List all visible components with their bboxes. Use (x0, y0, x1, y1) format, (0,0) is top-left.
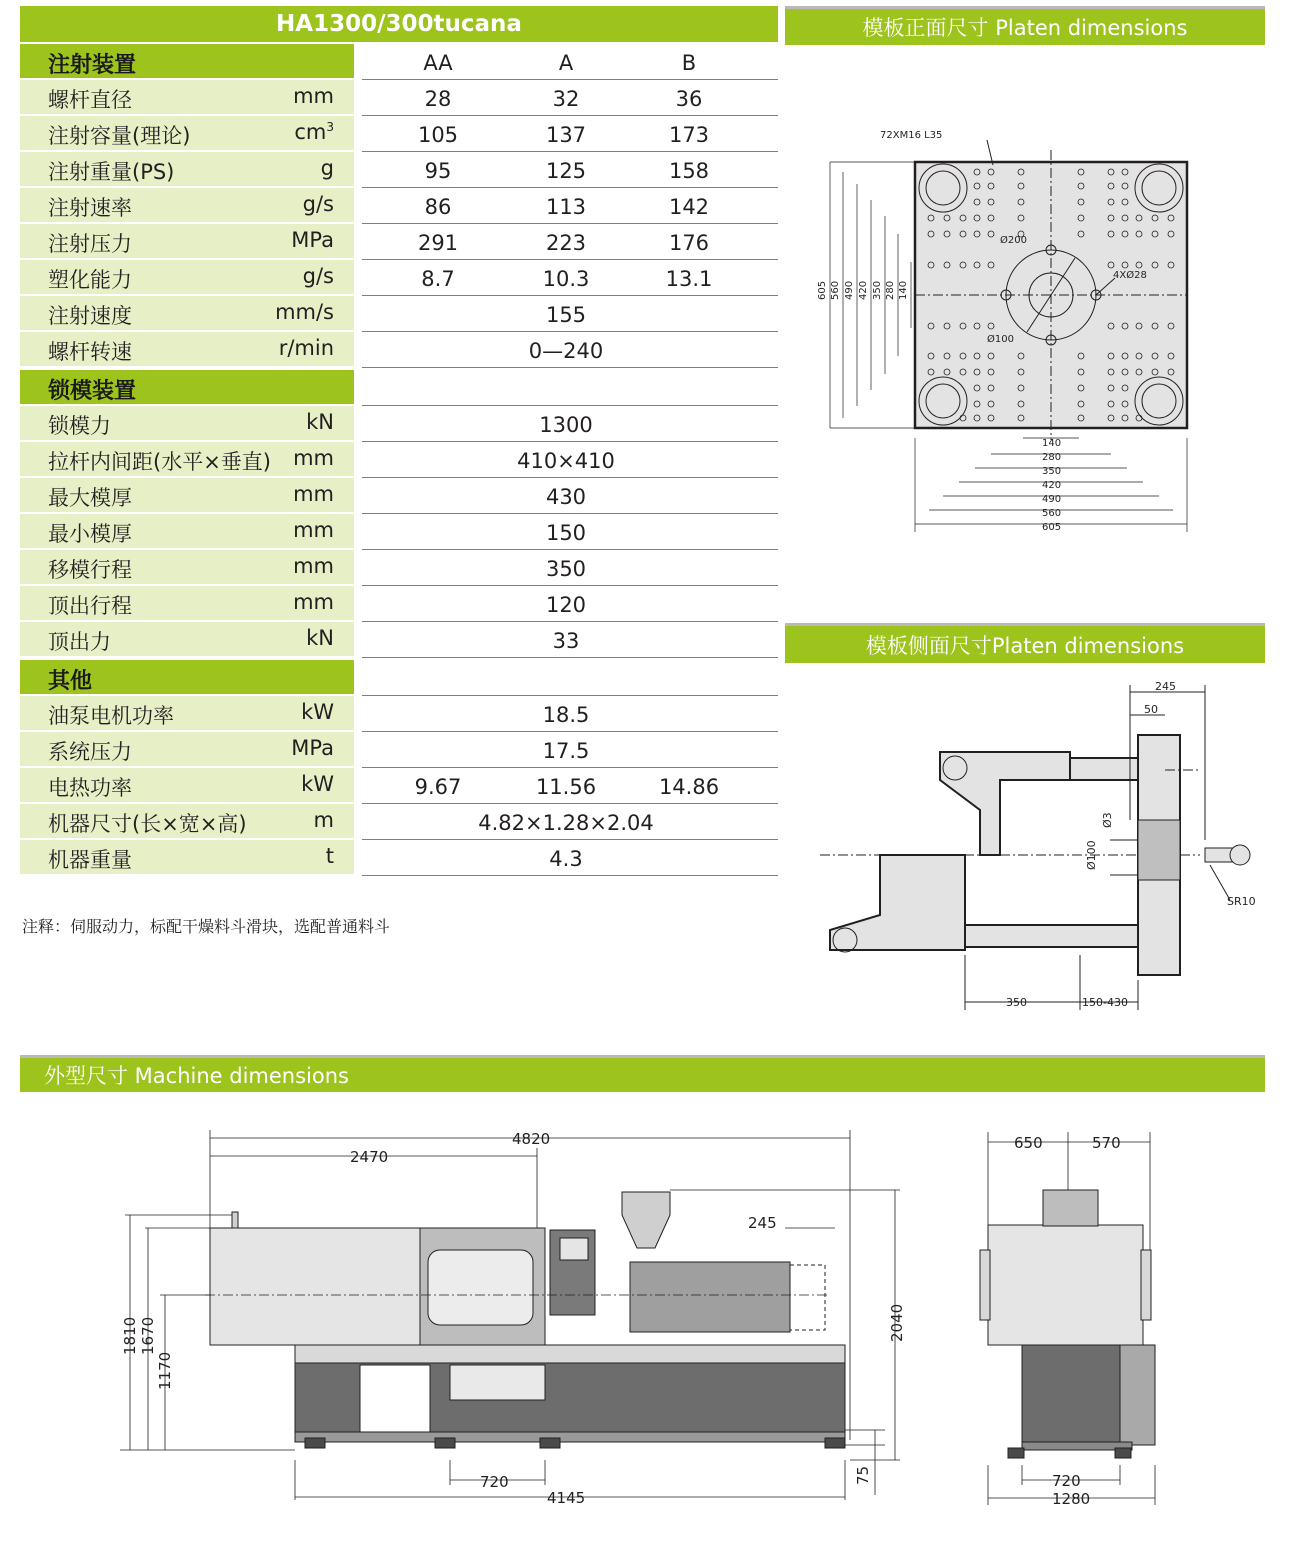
cell-value: 18.5 (542, 703, 590, 727)
tie-bar-upper (1070, 758, 1138, 780)
row-label: 注射速度 (48, 304, 132, 328)
row-label: 机器尺寸(长×宽×高) (48, 812, 247, 836)
table-row (20, 550, 778, 586)
row-label: 顶出力 (48, 630, 111, 654)
table-row (20, 514, 778, 550)
section-injection (20, 44, 778, 80)
cell-value: 32 (552, 87, 580, 111)
cell-value: 158 (668, 159, 710, 183)
table-row (20, 804, 778, 840)
cell-value: 8.7 (421, 267, 455, 291)
row-unit: MPa (291, 228, 334, 252)
dim-w720: 720 (1052, 1472, 1081, 1490)
row-unit: kW (301, 700, 334, 724)
row-label: 注射重量(PS) (48, 160, 175, 184)
clamp-guard (210, 1228, 420, 1345)
row-unit: mm (293, 446, 334, 470)
cell-value: 17.5 (542, 739, 590, 763)
model-title: HA1300/300tucana (20, 6, 778, 44)
cell-value: 150 (545, 521, 587, 545)
row-unit: g/s (302, 192, 334, 216)
cell-value: 11.56 (535, 775, 597, 799)
cell-value: 28 (424, 87, 452, 111)
cell-value: 176 (668, 231, 710, 255)
vertical-dim: 140 (898, 280, 909, 300)
row-label: 顶出行程 (48, 594, 132, 618)
col-header-b: B (681, 51, 697, 75)
platen-front-drawing (785, 120, 1265, 540)
row-unit: mm/s (275, 300, 334, 324)
section-title: 其他 (48, 669, 93, 694)
col-header-a: A (558, 51, 574, 75)
moving-platen-lower (830, 855, 965, 950)
row-unit: mm (293, 554, 334, 578)
hopper (622, 1192, 670, 1248)
cell-value: 105 (417, 123, 459, 147)
row-unit: kN (306, 410, 334, 434)
cell-value: 155 (545, 303, 587, 327)
table-row (20, 224, 778, 260)
row-unit: mm (293, 482, 334, 506)
row-unit: kN (306, 626, 334, 650)
dim-sr10: SR10 (1227, 895, 1256, 908)
cell-value: 137 (545, 123, 587, 147)
table-row (20, 586, 778, 622)
row-label: 注射压力 (48, 232, 132, 256)
row-unit: m (313, 808, 334, 832)
horizontal-dim: 560 (1042, 508, 1062, 519)
dim-720: 720 (480, 1473, 509, 1491)
dim-2470: 2470 (350, 1148, 389, 1166)
cell-value: 0—240 (528, 339, 604, 363)
table-row (20, 332, 778, 368)
section-title: 锁模装置 (48, 379, 137, 404)
d100-label: Ø100 (987, 334, 1014, 345)
table-row (20, 116, 778, 152)
table-row (20, 152, 778, 188)
dim-4820: 4820 (512, 1130, 551, 1148)
dim-245: 245 (1155, 680, 1176, 693)
dim-1670: 1670 (139, 1316, 157, 1355)
table-row (20, 732, 778, 768)
vertical-dim: 420 (858, 280, 869, 300)
dim-150-430: 150-430 (1082, 996, 1128, 1009)
table-row (20, 406, 778, 442)
dim-570: 570 (1092, 1134, 1121, 1152)
table-row (20, 696, 778, 732)
row-label: 螺杆直径 (48, 88, 132, 112)
cell-value: 95 (424, 159, 452, 183)
row-unit: mm (293, 590, 334, 614)
vertical-dim: 280 (885, 280, 896, 300)
front-body (988, 1225, 1143, 1345)
row-label: 注射容量(理论) (48, 124, 191, 148)
dim-1280: 1280 (1052, 1490, 1091, 1508)
row-label: 最大模厚 (48, 486, 132, 510)
row-unit: $cm^3$ (294, 120, 334, 144)
cell-value: 291 (417, 231, 459, 255)
cell-value: 350 (545, 557, 587, 581)
dim-1170: 1170 (156, 1351, 174, 1390)
d4x28-label: 4XØ28 (1113, 270, 1147, 281)
table-row (20, 478, 778, 514)
dim-d3: Ø3 (1101, 812, 1114, 828)
cell-value: 36 (675, 87, 703, 111)
cell-value: 4.82×1.28×2.04 (478, 811, 654, 835)
row-unit: kW (301, 772, 334, 796)
row-unit: MPa (291, 736, 334, 760)
holes-label: 72XM16 L35 (880, 130, 943, 141)
row-label: 油泵电机功率 (48, 704, 174, 728)
col-header-aa: AA (423, 51, 453, 75)
cell-value: 142 (668, 195, 710, 219)
front-hopper (1043, 1190, 1098, 1226)
cell-value: 223 (545, 231, 587, 255)
section-clamping (20, 370, 778, 406)
tie-bar-lower (965, 925, 1138, 947)
row-label: 最小模厚 (48, 522, 132, 546)
table-row (20, 260, 778, 296)
row-label: 电热功率 (48, 776, 132, 800)
platen-side-header: 模板侧面尺寸Platen dimensions (785, 623, 1265, 663)
dim-2040: 2040 (888, 1303, 906, 1342)
cell-value: 13.1 (665, 267, 713, 291)
table-row (20, 442, 778, 478)
row-label: 拉杆内间距(水平×垂直) (48, 450, 271, 474)
row-unit: g (320, 156, 334, 180)
table-row (20, 80, 778, 116)
table-row (20, 296, 778, 332)
row-label: 注射速率 (48, 196, 132, 220)
row-unit: mm (293, 84, 334, 108)
cell-value: 86 (424, 195, 452, 219)
cell-value: 120 (545, 593, 587, 617)
section-title: 注射装置 (48, 53, 137, 78)
vertical-dim: 490 (844, 280, 855, 300)
horizontal-dim: 140 (1042, 438, 1062, 449)
row-label: 锁模力 (48, 414, 111, 438)
row-label: 螺杆转速 (48, 340, 132, 364)
dim-1810: 1810 (121, 1316, 139, 1355)
cell-value: 173 (668, 123, 710, 147)
moving-platen-upper (940, 752, 1070, 855)
cell-value: 10.3 (542, 267, 590, 291)
cell-value: 1300 (539, 413, 593, 437)
row-label: 移模行程 (48, 558, 132, 582)
vertical-dim: 350 (872, 280, 883, 300)
horizontal-dim: 605 (1042, 522, 1062, 533)
dim-75: 75 (854, 1465, 872, 1485)
horizontal-dim: 420 (1042, 480, 1062, 491)
dim-50: 50 (1144, 703, 1158, 716)
platen-side-drawing (820, 680, 1270, 1020)
row-unit: g/s (302, 264, 334, 288)
platen-front-header: 模板正面尺寸 Platen dimensions (785, 6, 1265, 45)
vertical-dim: 605 (817, 280, 828, 300)
table-row (20, 188, 778, 224)
table-row (20, 768, 778, 804)
row-unit: mm (293, 518, 334, 542)
machine-side-view (110, 1120, 910, 1520)
row-unit: t (325, 844, 334, 868)
cell-value: 9.67 (414, 775, 462, 799)
dim-d100: Ø100 (1085, 840, 1098, 870)
dim-650: 650 (1014, 1134, 1043, 1152)
cell-value: 410×410 (517, 449, 615, 473)
vertical-dim: 560 (830, 280, 841, 300)
row-label: 塑化能力 (48, 268, 132, 292)
footnote: 注释：伺服动力，标配干燥料斗滑块，选配普通料斗 (22, 917, 391, 936)
cell-value: 4.3 (549, 847, 583, 871)
section-other (20, 660, 778, 696)
cell-value: 430 (545, 485, 587, 509)
cell-value: 113 (545, 195, 587, 219)
dim-350: 350 (1006, 996, 1027, 1009)
table-row (20, 840, 778, 876)
cell-value: 33 (552, 629, 580, 653)
row-label: 系统压力 (48, 740, 132, 764)
injection-unit (630, 1262, 790, 1332)
cell-value: 125 (545, 159, 587, 183)
table-row (20, 622, 778, 658)
d200-label: Ø200 (1000, 235, 1027, 246)
horizontal-dim: 350 (1042, 466, 1062, 477)
row-label: 机器重量 (48, 848, 132, 872)
horizontal-dim: 280 (1042, 452, 1062, 463)
horizontal-dim: 490 (1042, 494, 1062, 505)
machine-front-view (970, 1120, 1170, 1520)
cell-value: 14.86 (658, 775, 720, 799)
front-base (1022, 1345, 1122, 1445)
machine-dimensions-header: 外型尺寸 Machine dimensions (20, 1055, 1265, 1092)
dim-4145: 4145 (547, 1489, 586, 1507)
row-unit: r/min (278, 336, 334, 360)
dim-245: 245 (748, 1214, 777, 1232)
